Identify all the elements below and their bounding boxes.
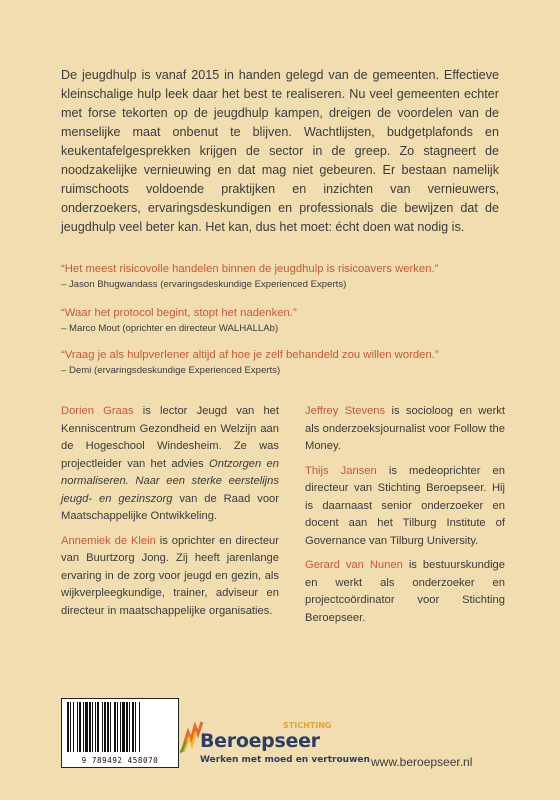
- barcode-bar: [126, 702, 128, 752]
- bio-text: is lector Jeugd van het Kenniscentrum Gezondheid en Welzijn aan de Hogeschool Windesheim. Ze was projectleider van het advies: [61, 405, 279, 470]
- quote-text: “Vraag je als hulpverlener altijd af hoe je zelf behandeld zou willen worden.”: [61, 349, 439, 361]
- logo-stichting: STICHTING: [283, 721, 332, 730]
- bio-text: is bestuurskundige en werkt als onderzoeker en projectcoördinator voor Stichting Beroepseer.: [305, 559, 505, 624]
- barcode-bar: [107, 702, 109, 752]
- barcode-bar: [122, 702, 125, 752]
- bio-text: is oprichter en directeur van Buurtzorg Jong. Zij heeft jarenlange ervaring in de zorg voor jeugd en gezin, als wijkverpleegkundige, trainer, adviseur en directeur in maatschappelijke organisaties.: [61, 534, 279, 617]
- bio-annemiek-de-klein: [61, 533, 279, 621]
- quote-2: [61, 306, 511, 336]
- barcode-bar: [73, 702, 74, 752]
- bio-gerard-van-nunen: [305, 557, 505, 627]
- bio-text: is medeoprichter en directeur van Stichting Beroepseer. Hij is daarnaast senior onderzoeker en docent aan het Tilburg Institute of Governance van Tilburg University.: [305, 464, 505, 547]
- barcode-bar: [139, 702, 140, 752]
- quote-text: “Het meest risicovolle handelen binnen de jeugdhulp is risicoavers werken.”: [61, 263, 439, 275]
- bio-thijs-jansen: [305, 463, 505, 551]
- author-name: Annemiek de Klein: [61, 534, 156, 547]
- barcode-bar: [85, 702, 88, 752]
- bio-text: is socioloog en werkt als onderzoeksjournalist voor Follow the Money.: [305, 405, 505, 452]
- intro-paragraph: De jeugdhulp is vanaf 2015 in handen gelegd van de gemeenten. Effectieve kleinschalige hulp leek daar het best te realiseren. Nu veel gemeenten echter met forse tekorten op de jeugdhulp kampen, dreigen de voordelen van de menselijke maat onbenut te blijven. Wachtlijsten, budgetplafonds en keukentafelgesprekken krijgen de sector in de greep. Zo stagneert de noodzakelijke vernieuwing en dat mag niet gebeuren. Er bestaan namelijk ruimschoots voldoende praktijken en inzichten van vernieuwers, onderzoekers, ervaringsdeskundigen en professionals die bewijzen dat de jeugdhulp veel beter kan. Het kan, dus het moet: écht doen wat nodig is.: [61, 68, 499, 234]
- barcode-bar: [92, 702, 93, 752]
- quote-text: “Waar het protocol begint, stopt het nadenken.”: [61, 307, 297, 319]
- barcode-bar: [97, 702, 99, 752]
- barcode-bar: [70, 702, 71, 752]
- barcode-bar: [110, 702, 111, 752]
- quote-attribution: – Demi (ervaringsdeskundige Experienced Experts): [61, 365, 281, 376]
- quote-attribution: – Marco Mout (oprichter en directeur WALHALLAb): [61, 323, 279, 334]
- bio-column-left: [61, 403, 279, 627]
- author-name: Gerard van Nunen: [305, 559, 403, 571]
- barcode-bar: [77, 702, 78, 752]
- bio-dorien-graas: [61, 403, 279, 526]
- bio-book-title: Ontzorgen en normaliseren. Naar een sterke eerstelijns jeugd- en gezinszorg: [61, 457, 279, 505]
- isbn-barcode: [61, 698, 179, 768]
- barcode-bar: [132, 702, 134, 752]
- barcode-bar: [104, 702, 106, 752]
- barcode-bar: [79, 702, 81, 752]
- author-name: Thijs Jansen: [305, 464, 377, 477]
- beroepseer-logo: [180, 718, 370, 778]
- barcode-bar: [95, 702, 96, 752]
- logo-brand: Beroepseer: [200, 730, 320, 752]
- barcode-bar: [117, 702, 118, 752]
- barcode-bar: [83, 702, 84, 752]
- quote-attribution: – Jason Bhugwandass (ervaringsdeskundige Experienced Experts): [61, 279, 347, 290]
- author-name: Jeffrey Stevens: [305, 405, 386, 417]
- isbn-number: 9 789492 458070: [81, 756, 159, 765]
- bio-jeffrey-stevens: [305, 403, 505, 456]
- barcode-bar: [129, 702, 130, 752]
- bio-column-right: [305, 403, 505, 634]
- author-name: Dorien Graas: [61, 405, 134, 417]
- barcode-bar: [120, 702, 121, 752]
- barcode-bar: [102, 702, 103, 752]
- barcode-bar: [135, 702, 136, 752]
- website-url: www.beroepseer.nl: [371, 755, 473, 769]
- bio-text: van de Raad voor Maatschappelijke Ontwikkeling.: [61, 492, 279, 522]
- barcode-bars: [65, 702, 175, 752]
- quote-1: [61, 262, 511, 292]
- quote-3: [61, 348, 511, 378]
- logo-tagline: Werken met moed en vertrouwen: [200, 755, 370, 765]
- barcode-bar: [67, 702, 69, 752]
- barcode-bar: [114, 702, 116, 752]
- barcode-bar: [89, 702, 91, 752]
